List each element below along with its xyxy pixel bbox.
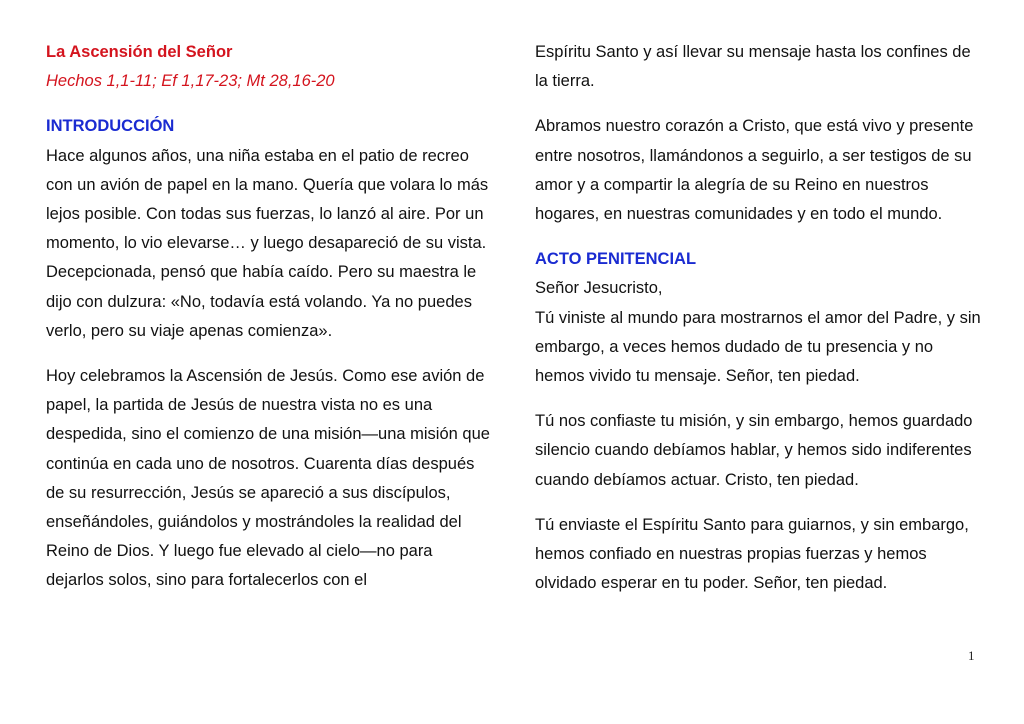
left-column bbox=[46, 38, 491, 596]
section-heading-acto-penitencial: ACTO PENITENCIAL bbox=[535, 250, 697, 269]
document-title: La Ascensión del Señor bbox=[46, 43, 233, 61]
penitential-paragraph-2: Tú nos confiaste tu misión, y sin embargo, hemos guardado silencio cuando debíamos hablar, y hemos sido indiferentes cuando debíamos actuar. Cristo, ten piedad. bbox=[535, 412, 973, 489]
spacer bbox=[46, 346, 491, 362]
section-heading-introduccion: INTRODUCCIÓN bbox=[46, 117, 175, 136]
penitential-paragraph-3: Tú enviaste el Espíritu Santo para guiarnos, y sin embargo, hemos confiado en nuestras propias fuerzas y hemos olvidado esperar en tu poder. Señor, ten piedad. bbox=[535, 515, 969, 593]
spacer bbox=[46, 96, 491, 112]
spacer bbox=[535, 495, 987, 511]
penitential-invocation: Señor Jesucristo, bbox=[535, 279, 663, 298]
spacer bbox=[535, 391, 987, 407]
penitential-paragraph-1: Tú viniste al mundo para mostrarnos el amor del Padre, y sin embargo, a veces hemos dudado de tu presencia y no hemos vivido tu mensaje. Señor, ten piedad. bbox=[535, 308, 981, 386]
intro-paragraph-2: Hoy celebramos la Ascensión de Jesús. Como ese avión de papel, la partida de Jesús de nuestra vista no es una despedida, sino el comienzo de una misión—una misión que continúa en cada uno de nosotros. Cuarenta días después de su resurrección, Jesús se apareció a sus discípulos, enseñándoles, guiándolos y mostrándoles la realidad del Reino de Dios. Y luego fue elevado al cielo—no para dejarlos solos, sino para fortalecerlos con el bbox=[46, 367, 490, 590]
page-number: 1 bbox=[968, 648, 975, 663]
spacer bbox=[535, 96, 987, 112]
intro-paragraph-3: Abramos nuestro corazón a Cristo, que está vivo y presente entre nosotros, llamándonos a seguirlo, a ser testigos de su amor y a compartir la alegría de su Reino en nuestros hogares, en nuestras comunidades y en todo el mundo. bbox=[535, 117, 974, 224]
intro-paragraph-2-continued: Espíritu Santo y así llevar su mensaje hasta los confines de la tierra. bbox=[535, 43, 971, 91]
right-column bbox=[535, 38, 987, 598]
spacer bbox=[535, 229, 987, 245]
intro-paragraph-1: Hace algunos años, una niña estaba en el patio de recreo con un avión de papel en la mano. Quería que volara lo más lejos posible. Con todas sus fuerzas, lo lanzó al aire. Por un momento, lo vio elevarse… y luego desapareció de su vista. Decepcionada, pensó que había caído. Pero su maestra le dijo con dulzura: «No, todavía está volando. Ya no puedes verlo, pero su viaje apenas comienza». bbox=[46, 146, 489, 340]
scripture-references: Hechos 1,1-11; Ef 1,17-23; Mt 28,16-20 bbox=[46, 72, 335, 91]
